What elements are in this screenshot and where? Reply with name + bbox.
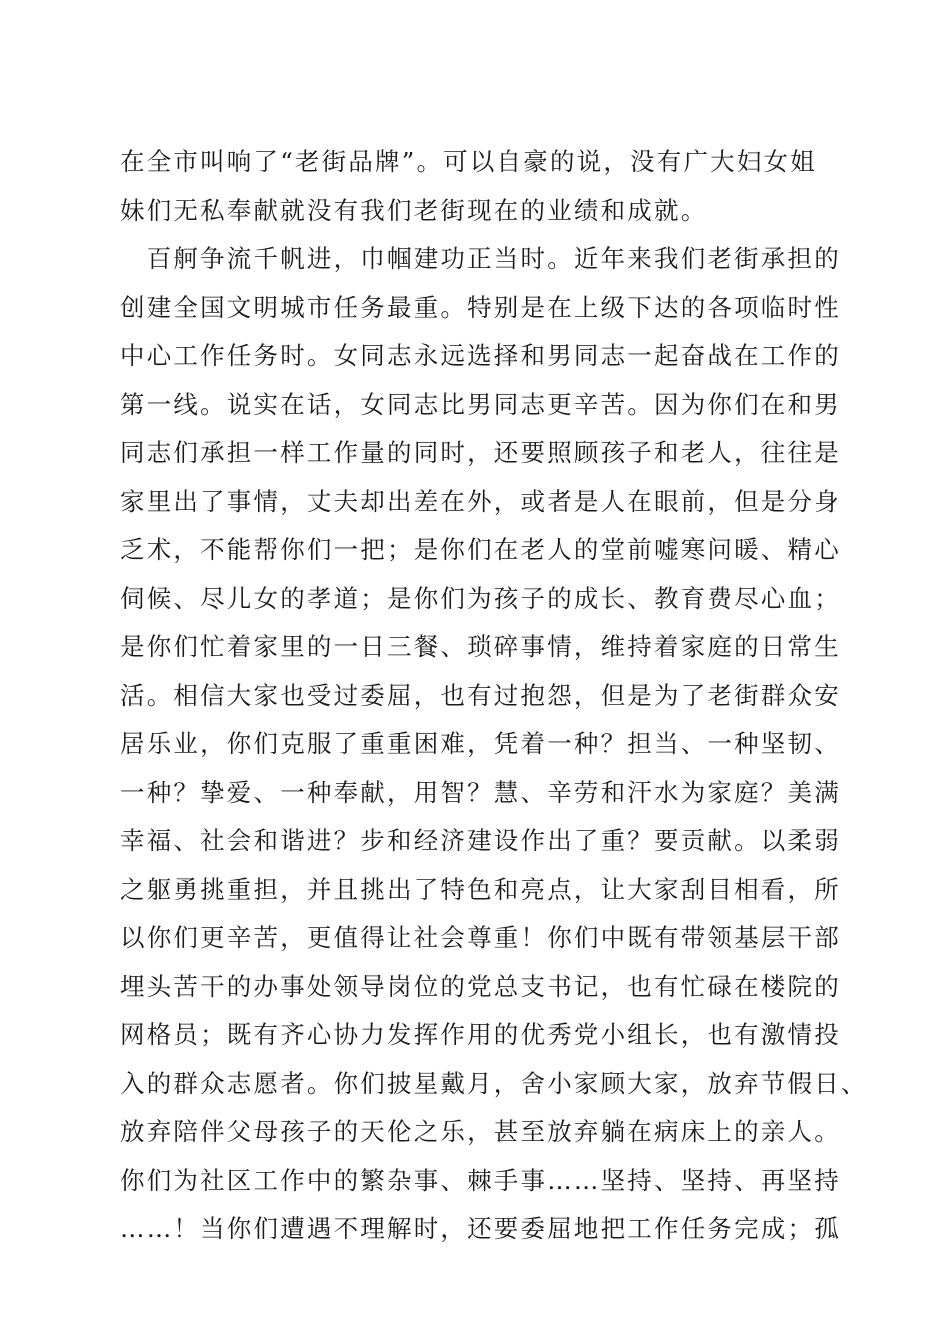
text-line: 以你们更辛苦，更值得让社会尊重！你们中既有带领基层干部: [120, 923, 841, 952]
text-line: 之躯勇挑重担，并且挑出了特色和亮点，让大家刮目相看，所: [120, 874, 841, 904]
text-line: 居乐业，你们克服了重重困难，凭着一种？担当、一种坚韧、: [120, 729, 841, 758]
text-line: ……！当你们遭遇不理解时，还要委屈地把工作任务完成；孤: [120, 1214, 841, 1243]
text-line: 埋头苦干的办事处领导岗位的党总支书记，也有忙碌在楼院的: [120, 971, 841, 1001]
text-line: 中心工作任务时。女同志永远选择和男同志一起奋战在工作的: [120, 341, 841, 370]
text-line: 活。相信大家也受过委屈，也有过抱怨，但是为了老街群众安: [120, 680, 841, 710]
text-line: 你们为社区工作中的繁杂事、棘手事……坚持、坚持、再坚持: [120, 1165, 841, 1195]
text-line: 妹们无私奉献就没有我们老街现在的业绩和成就。: [120, 195, 708, 225]
text-line: 同志们承担一样工作量的同时，还要照顾孩子和老人，往往是: [120, 438, 841, 467]
text-line: 一种？挚爱、一种奉献，用智？慧、辛劳和汗水为家庭？美满: [120, 777, 841, 807]
text-line: 家里出了事情，丈夫却出差在外，或者是人在眼前，但是分身: [120, 486, 841, 516]
text-line: 幸福、社会和谐进？步和经济建设作出了重？要贡献。以柔弱: [120, 826, 841, 855]
text-line: 是你们忙着家里的一日三餐、琐碎事情，维持着家庭的日常生: [120, 632, 841, 661]
text-line: 网格员；既有齐心协力发挥作用的优秀党小组长，也有激情投: [120, 1020, 841, 1049]
text-line: 放弃陪伴父母孩子的天伦之乐，甚至放弃躺在病床上的亲人。: [120, 1117, 841, 1146]
text-line: 入的群众志愿者。你们披星戴月，舍小家顾大家，放弃节假日、: [120, 1068, 868, 1098]
text-line: 百舸争流千帆进，巾帼建功正当时。近年来我们老街承担的: [120, 244, 841, 273]
text-line: 在全市叫响了“老街品牌”。可以自豪的说，没有广大妇女姐: [120, 147, 817, 176]
text-line: 乏术，不能帮你们一把；是你们在老人的堂前嘘寒问暖、精心: [120, 535, 841, 564]
text-line: 第一线。说实在话，女同志比男同志更辛苦。因为你们在和男: [120, 389, 841, 419]
body-text: [120, 138, 868, 1254]
text-line: 伺候、尽儿女的孝道；是你们为孩子的成长、教育费尽心血；: [120, 583, 841, 613]
text-line: 创建全国文明城市任务最重。特别是在上级下达的各项临时性: [120, 292, 841, 322]
